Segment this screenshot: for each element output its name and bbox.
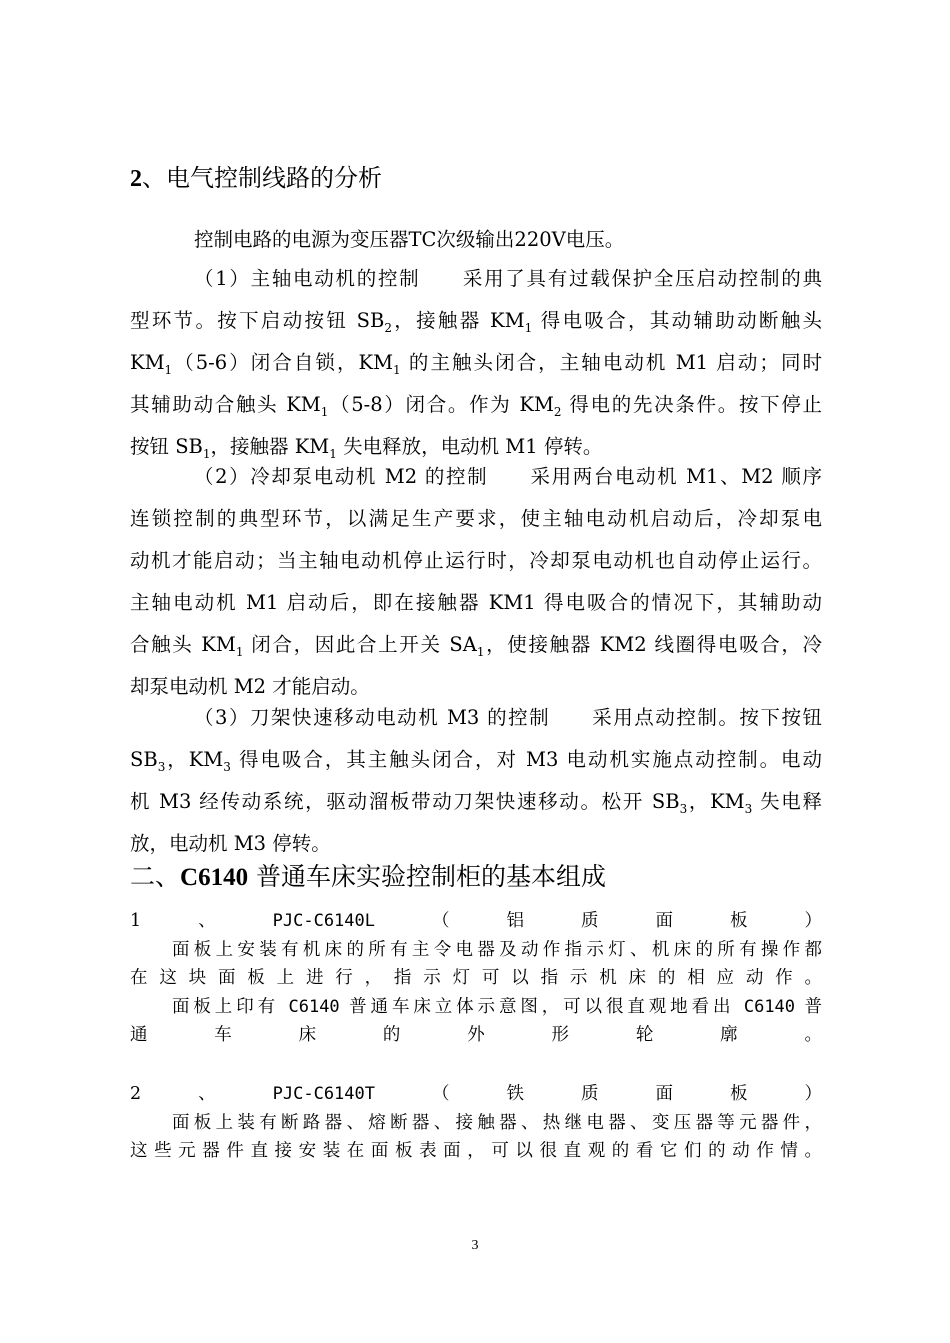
paragraph-coolant-pump bbox=[130, 456, 822, 708]
section-title: 普通车床实验控制柜的基本组成 bbox=[248, 862, 607, 891]
para1-line5: 按钮 $SB_1$，接触器 $KM_1$ 失电释放，电动机 M1 停转。 bbox=[130, 435, 603, 461]
page-number: 3 bbox=[471, 1238, 479, 1253]
item2-heading: 2、PJC-C6140T（铁质面板） bbox=[130, 1084, 822, 1104]
section-model: C6140 bbox=[180, 864, 249, 891]
para3-line4: 放，电动机 M3 停转。 bbox=[130, 832, 331, 855]
item2-para1-line2: 这些元器件直接安装在面板表面，可以很直观的看它们的动作情。 bbox=[130, 1141, 822, 1161]
para3-line1: （3）刀架快速移动电动机 M3 的控制 采用点动控制。按下按钮 bbox=[194, 706, 822, 729]
para1-line2: 型环节。按下启动按钮 $SB_2$，接触器 $KM_1$ 得电吸合，其动辅助动断触头 bbox=[130, 309, 823, 335]
paragraph-tool-rest-motor bbox=[130, 697, 822, 865]
para1-line4: 其辅助动合触头 $KM_1(5-8)$闭合。作为 $KM_2$ 得电的先决条件。按下停止 bbox=[130, 393, 823, 419]
item1-para1-line1: 面板上安装有机床的所有主令电器及动作指示灯、机床的所有操作都 bbox=[172, 939, 822, 960]
item2-para1-line1: 面板上装有断路器、熔断器、接触器、热继电器、变压器等元器件， bbox=[172, 1112, 822, 1133]
para2-line2: 连锁控制的典型环节，以满足生产要求，使主轴电动机启动后，冷却泵电 bbox=[130, 507, 822, 530]
item1-para2-line1: 面板上印有 C6140 普通车床立体示意图，可以很直观地看出 C6140 普 bbox=[172, 996, 822, 1017]
para2-line3: 动机才能启动；当主轴电动机停止运行时，冷却泵电动机也自动停止运行。 bbox=[130, 549, 822, 572]
intro-line: 控制电路的电源为变压器TC次级输出220V电压。 bbox=[194, 228, 625, 251]
item1-heading: 1、PJC-C6140L（铝质面板） bbox=[130, 911, 822, 931]
section-heading-two bbox=[130, 862, 606, 893]
para2-line5: 合触头 $KM_1$ 闭合，因此合上开关 $SA_1$，使接触器 KM2 线圈得电吸合，冷 bbox=[130, 633, 823, 659]
item1-para2-line2: 通车床的外形轮廓。 bbox=[130, 1025, 822, 1045]
para1-line1: （1）主轴电动机的控制 采用了具有过载保护全压启动控制的典 bbox=[194, 267, 822, 290]
para3-line3: 机 M3 经传动系统，驱动溜板带动刀架快速移动。松开 $SB_3$，$KM_3$ 失电释 bbox=[130, 790, 822, 816]
para2-line1: （2）冷却泵电动机 M2 的控制 采用两台电动机 M1、M2 顺序 bbox=[194, 465, 822, 488]
item-iron-panel bbox=[130, 1080, 822, 1166]
para2-line6: 却泵电动机 M2 才能启动。 bbox=[130, 675, 370, 698]
item1-para1-line2: 在这块面板上进行，指示灯可以指示机床的相应动作。 bbox=[130, 968, 822, 988]
para2-line4: 主轴电动机 M1 启动后，即在接触器 KM1 得电吸合的情况下，其辅助动 bbox=[130, 591, 822, 614]
paragraph-spindle-motor bbox=[130, 258, 822, 468]
section-title: 、电气控制线路的分析 bbox=[142, 164, 382, 192]
section-heading-2 bbox=[130, 163, 382, 194]
section-number: 2 bbox=[130, 166, 142, 192]
para3-line2: $SB_3$，$KM_3$ 得电吸合，其主触头闭合，对 M3 电动机实施点动控制。电动 bbox=[130, 748, 822, 774]
intro-paragraph bbox=[130, 219, 822, 261]
para1-line3: $KM_1(5-6)$闭合自锁，$KM_1$ 的主触头闭合，主轴电动机 M1 启动；同时 bbox=[130, 351, 822, 377]
section-prefix: 二、 bbox=[130, 862, 181, 891]
item-aluminum-panel bbox=[130, 907, 822, 1050]
